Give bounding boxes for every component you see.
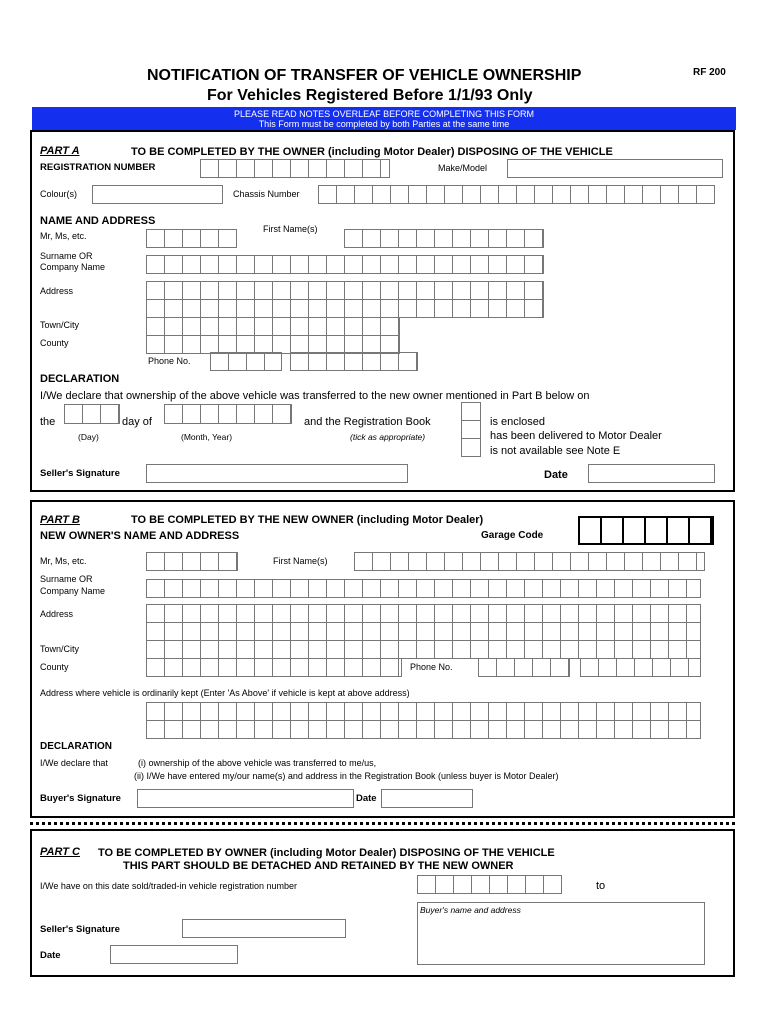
part-a-heading: TO BE COMPLETED BY THE OWNER (including Motor Dealer) DISPOSING OF THE VEHICLE <box>131 146 613 158</box>
option-enclosed: is enclosed <box>490 416 546 428</box>
declaration-heading-b: DECLARATION <box>40 741 113 752</box>
enclosed-checkbox[interactable] <box>461 402 481 421</box>
part-c-heading-2: THIS PART SHOULD BE DETACHED AND RETAINED BY THE NEW OWNER <box>123 860 514 872</box>
banner-line-1: PLEASE READ NOTES OVERLEAF BEFORE COMPLETING THIS FORM <box>234 109 534 119</box>
date-label-a: Date <box>544 469 568 481</box>
title-grid[interactable] <box>146 229 237 248</box>
banner-line-2: This Form must be completed by both Parties at the same time <box>258 119 510 129</box>
county-grid-b[interactable] <box>146 658 402 677</box>
county-label: County <box>40 338 69 348</box>
colours-label: Colour(s) <box>40 189 78 199</box>
kept-address-grid-2[interactable] <box>146 720 701 739</box>
date-field-a[interactable] <box>588 464 715 483</box>
day-grid[interactable] <box>64 404 120 424</box>
not-available-checkbox[interactable] <box>461 438 481 457</box>
phone-area-grid[interactable] <box>210 352 282 371</box>
make-model-label: Make/Model <box>438 163 488 173</box>
form-subtitle: For Vehicles Registered Before 1/1/93 Only <box>207 87 533 104</box>
chassis-number-grid[interactable] <box>318 185 715 204</box>
surname-label-b1: Surname OR <box>40 574 93 584</box>
part-a-label: PART A <box>40 145 80 157</box>
address-label-b: Address <box>40 609 74 619</box>
sellers-signature-label-a: Seller's Signature <box>40 468 120 479</box>
make-model-field[interactable] <box>507 159 723 178</box>
form-code: RF 200 <box>693 67 726 78</box>
surname-label-2: Company Name <box>40 262 106 272</box>
declaration-text-a: I/We declare that ownership of the above vehicle was transferred to the new owner mentioned in Part B below on <box>40 390 590 402</box>
surname-label-1: Surname OR <box>40 251 93 261</box>
sellers-signature-label-c: Seller's Signature <box>40 924 120 935</box>
kept-address-grid-1[interactable] <box>146 702 701 721</box>
title-label: Mr, Ms, etc. <box>40 231 87 241</box>
title-grid-b[interactable] <box>146 552 238 571</box>
part-b-heading: TO BE COMPLETED BY THE NEW OWNER (including Motor Dealer) <box>131 514 484 526</box>
phone-label: Phone No. <box>148 356 191 366</box>
address-grid-1[interactable] <box>146 281 544 300</box>
garage-code-label: Garage Code <box>481 530 544 541</box>
date-label-b: Date <box>356 793 377 804</box>
date-label-c: Date <box>40 950 61 961</box>
garage-code-grid[interactable] <box>578 516 714 545</box>
tick-caption: (tick as appropriate) <box>350 432 426 442</box>
address-grid-b2[interactable] <box>146 622 701 641</box>
declare-that-label: I/We declare that <box>40 758 108 768</box>
colours-field[interactable] <box>92 185 223 204</box>
phone-number-grid[interactable] <box>290 352 418 371</box>
to-label: to <box>596 880 606 892</box>
option-delivered: has been delivered to Motor Dealer <box>490 430 662 442</box>
phone-label-b: Phone No. <box>410 662 453 672</box>
part-b-label: PART B <box>40 514 80 526</box>
registration-number-grid[interactable] <box>200 159 390 178</box>
town-city-label: Town/City <box>40 320 80 330</box>
declaration-ii: (ii) I/We have entered my/our name(s) and address in the Registration Book (unless buyer is Motor Dealer) <box>134 771 559 781</box>
surname-grid[interactable] <box>146 255 544 274</box>
part-c-label: PART C <box>40 846 80 858</box>
the-label: the <box>40 416 56 428</box>
sellers-signature-field-a[interactable] <box>146 464 408 483</box>
delivered-checkbox[interactable] <box>461 420 481 439</box>
address-grid-2[interactable] <box>146 299 544 318</box>
sellers-signature-field-c[interactable] <box>182 919 346 938</box>
town-city-grid[interactable] <box>146 317 400 336</box>
phone-number-grid-b[interactable] <box>580 658 701 677</box>
notice-banner <box>32 107 736 130</box>
buyers-signature-field[interactable] <box>137 789 354 808</box>
first-names-grid[interactable] <box>344 229 544 248</box>
surname-label-b2: Company Name <box>40 586 106 596</box>
sold-registration-grid[interactable] <box>417 875 562 894</box>
registration-number-label: REGISTRATION NUMBER <box>40 162 156 173</box>
part-c-heading-1: TO BE COMPLETED BY OWNER (including Motor Dealer) DISPOSING OF THE VEHICLE <box>98 847 555 859</box>
county-label-b: County <box>40 662 69 672</box>
buyer-name-address-caption: Buyer's name and address <box>420 905 521 915</box>
declaration-i: (i) ownership of the above vehicle was transferred to me/us, <box>138 758 377 768</box>
kept-address-label: Address where vehicle is ordinarily kept (Enter 'As Above' if vehicle is kept at above address) <box>40 688 410 698</box>
title-label-b: Mr, Ms, etc. <box>40 556 87 566</box>
month-year-grid[interactable] <box>164 404 292 424</box>
month-year-caption: (Month, Year) <box>181 432 233 442</box>
new-owner-heading: NEW OWNER'S NAME AND ADDRESS <box>40 530 240 542</box>
form-title: NOTIFICATION OF TRANSFER OF VEHICLE OWNERSHIP <box>147 67 582 84</box>
buyer-name-address-field[interactable] <box>417 902 705 965</box>
reg-book-label: and the Registration Book <box>304 416 431 428</box>
first-names-label-b: First Name(s) <box>273 556 328 566</box>
first-names-grid-b[interactable] <box>354 552 705 571</box>
buyers-signature-label: Buyer's Signature <box>40 793 121 804</box>
detach-dotted-line <box>30 822 735 828</box>
town-city-label-b: Town/City <box>40 644 80 654</box>
chassis-number-label: Chassis Number <box>233 189 300 199</box>
phone-area-grid-b[interactable] <box>478 658 570 677</box>
sold-text: I/We have on this date sold/traded-in vehicle registration number <box>40 881 297 891</box>
option-not-available: is not available see Note E <box>490 445 621 457</box>
address-label: Address <box>40 286 74 296</box>
town-city-grid-b[interactable] <box>146 640 701 659</box>
first-names-label: First Name(s) <box>263 224 318 234</box>
declaration-heading-a: DECLARATION <box>40 373 120 385</box>
name-address-heading: NAME AND ADDRESS <box>40 215 156 227</box>
date-field-c[interactable] <box>110 945 238 964</box>
date-field-b[interactable] <box>381 789 473 808</box>
day-caption: (Day) <box>78 432 99 442</box>
address-grid-b1[interactable] <box>146 604 701 623</box>
surname-grid-b[interactable] <box>146 579 701 598</box>
day-of-label: day of <box>122 416 152 428</box>
